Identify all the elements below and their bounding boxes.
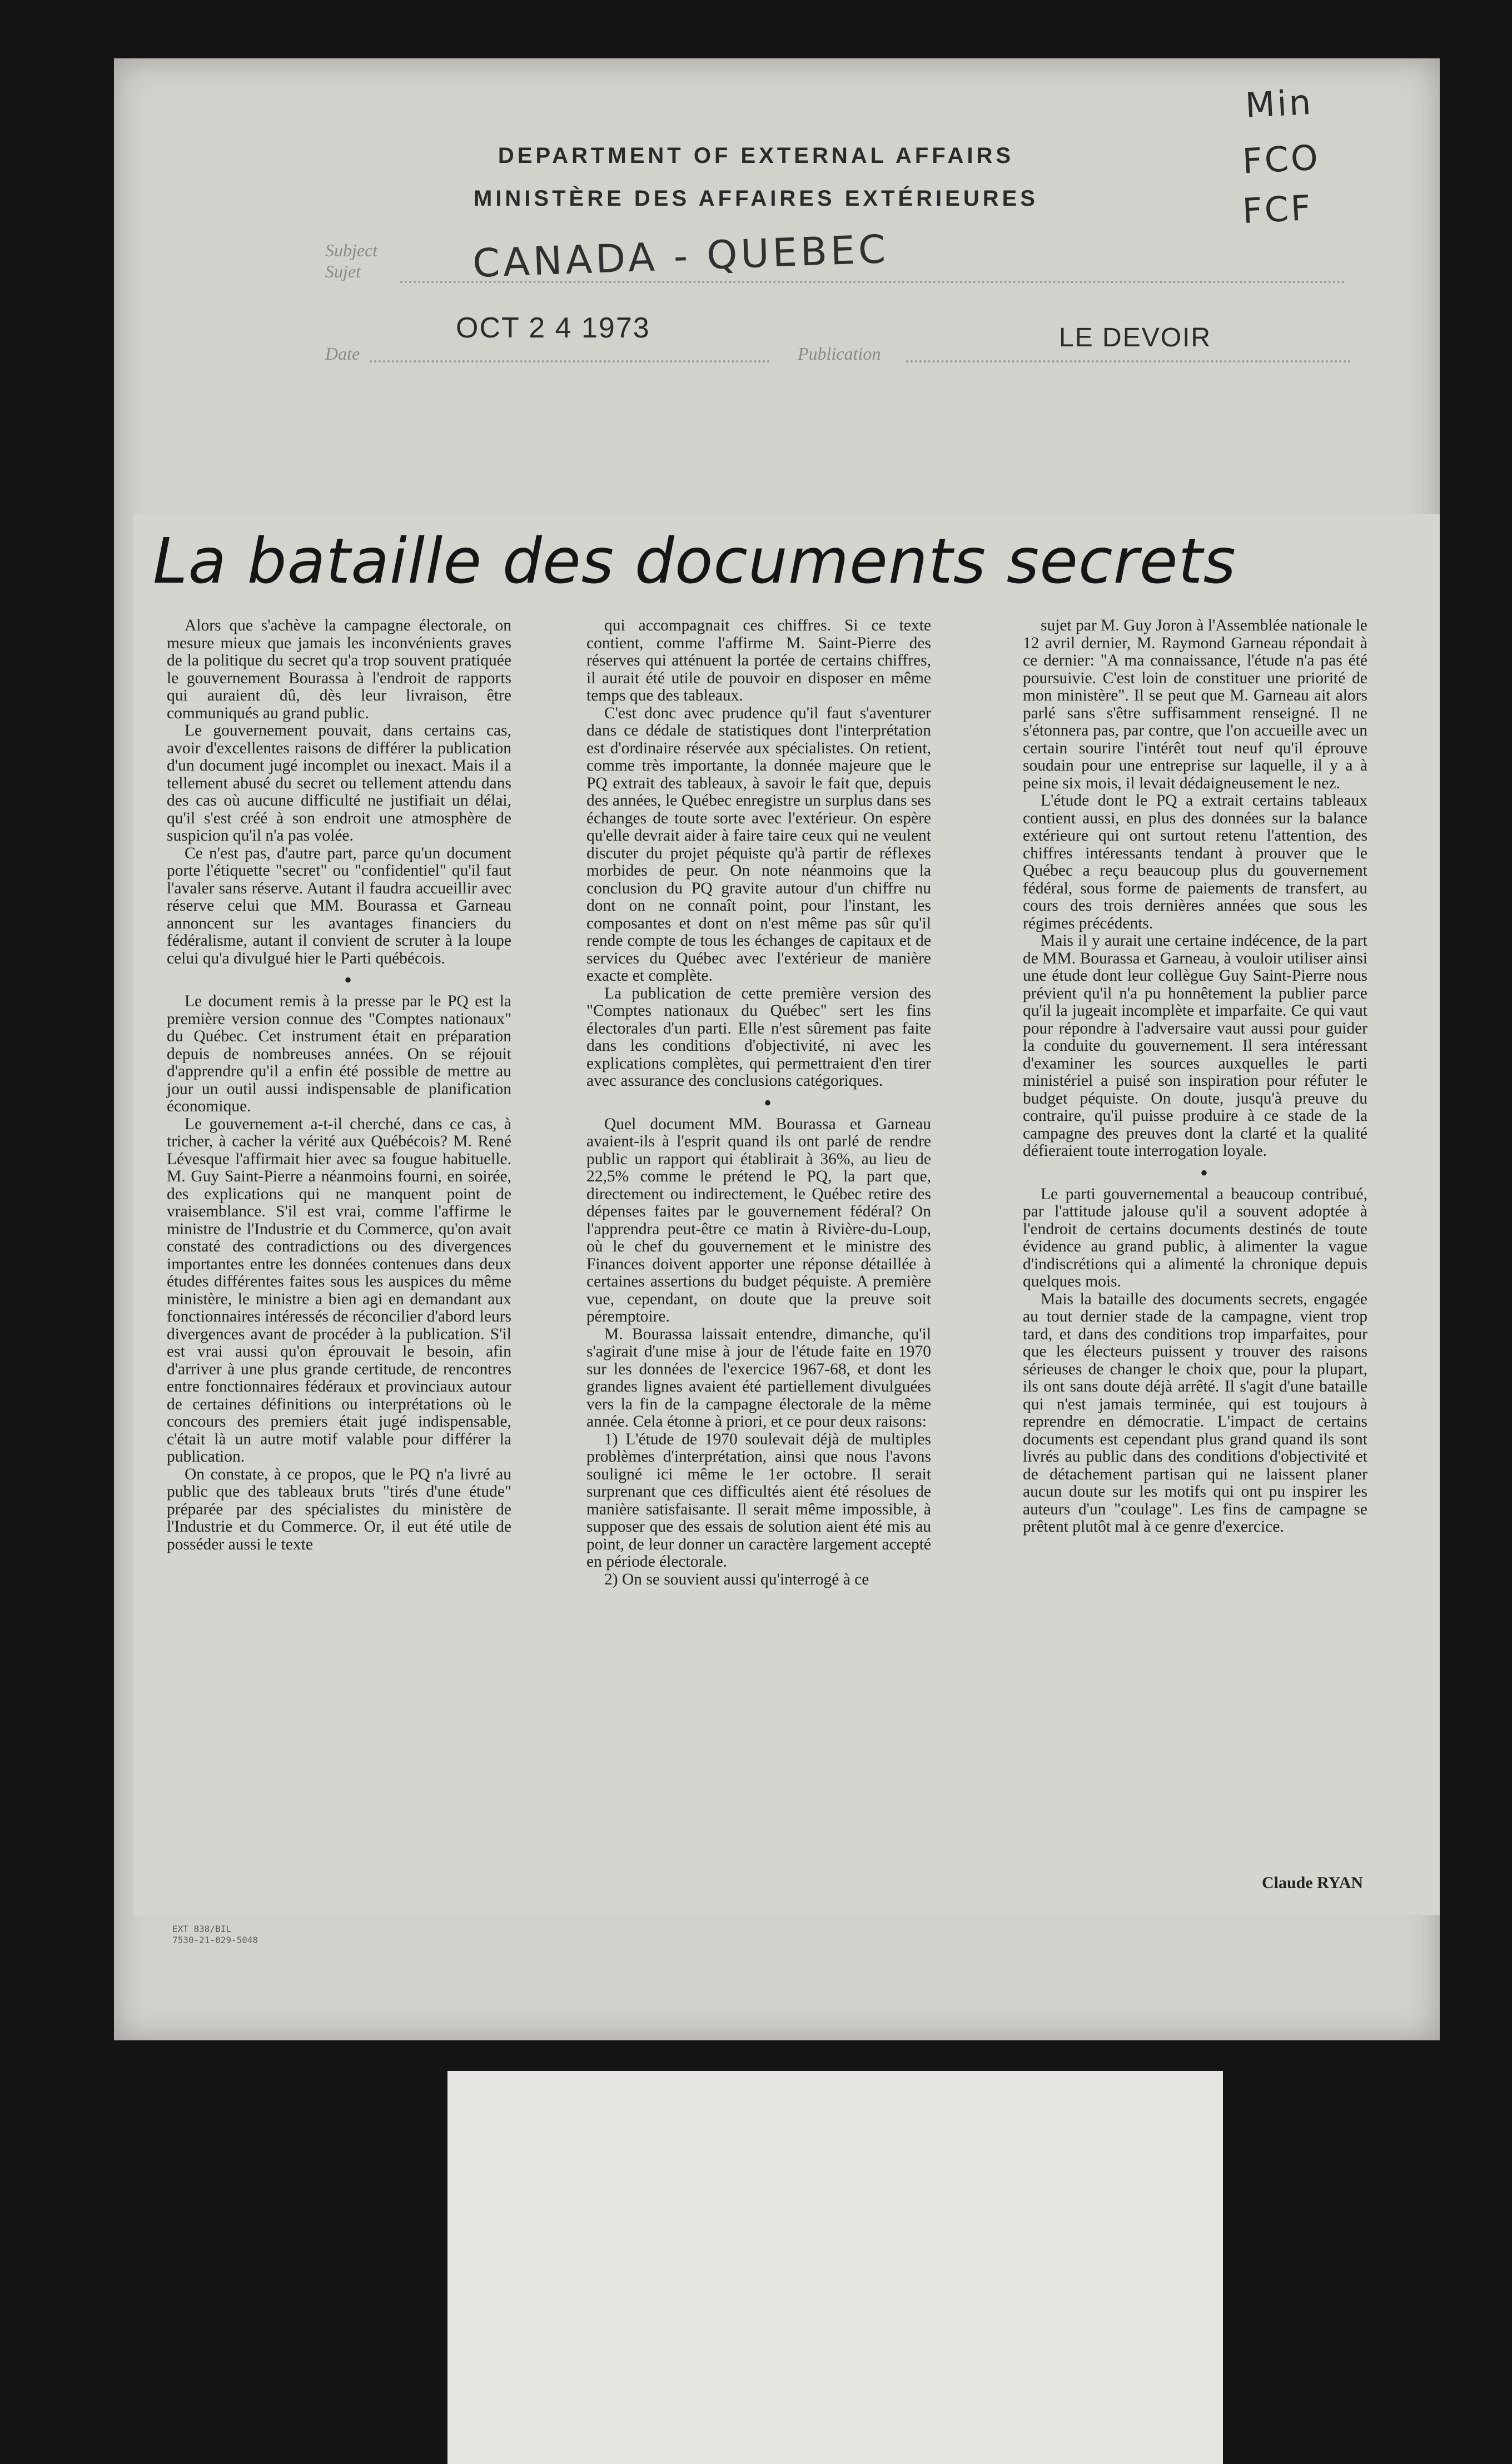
article-paragraph: L'étude dont le PQ a extrait certains tableaux contient aussi, en plus des données sur la balance extérieure qui ont surtout retenu l'attention, des chiffres intéressants tendant à prouver que le Québec a reçu beaucoup plus du gouvernement fédéral, sous forme de paiements de transfert, au cours des trois dernières années que sous les régimes précédents. bbox=[1023, 792, 1367, 932]
article-column-2 bbox=[586, 617, 931, 1588]
article-paragraph: La publication de cette première version des "Comptes nationaux du Québec" sert les fins électorales d'un parti. Elle n'est sûrement pas faite dans les conditions d'objectivité, ni avec les explications complètes, qui permettraient d'en tirer avec assurance des conclusions catégoriques. bbox=[586, 984, 931, 1090]
article-paragraph: Quel document MM. Bourassa et Garneau avaient-ils à l'esprit quand ils ont parlé de rendre public un rapport qui établirait à 36%, au lieu de 22,5% comme le prétend le PQ, la part que, directement ou indirectement, le Québec retire des dépenses faites par le gouvernement fédéral? On l'apprendra peut-être ce matin à Rivière-du-Loup, où le chef du gouvernement et le ministre des Finances doivent apporter une réponse détaillée à certaines assertions du budget péquiste. A première vue, cependant, on doute que la preuve soit péremptoire. bbox=[586, 1115, 931, 1325]
subject-value: CANADA - QUEBEC bbox=[471, 226, 890, 287]
section-bullet: • bbox=[344, 967, 352, 992]
department-title-fr: MINISTÈRE DES AFFAIRES EXTÉRIEURES bbox=[474, 186, 1038, 211]
subject-label-fr: Sujet bbox=[325, 261, 361, 281]
subject-label-en: Subject bbox=[325, 240, 378, 260]
article-column-1 bbox=[167, 617, 511, 1553]
form-number bbox=[172, 1924, 258, 1946]
article-paragraph: 2) On se souvient aussi qu'interrogé à ce bbox=[604, 1570, 869, 1588]
publication-dotted-line bbox=[906, 360, 1351, 362]
form-number-line-2: 7530-21-029-5048 bbox=[172, 1935, 258, 1945]
publication-label: Publication bbox=[798, 344, 881, 364]
article-paragraph: Ce n'est pas, d'autre part, parce qu'un document porte l'étiquette "secret" ou "confidentiel" qu'il faut l'avaler sans réserve. Autant il faudra accueillir avec réserve celui que MM. Bourassa et Garneau annoncent sur les avantages financiers du fédéralisme, autant il convient de scruter à la loupe celui qu'a divulgué hier le Parti québécois. bbox=[167, 844, 511, 967]
date-label: Date bbox=[325, 344, 360, 364]
article-paragraph: sujet par M. Guy Joron à l'Assemblée nationale le 12 avril dernier, M. Raymond Garneau répondait à ce dernier: "A ma connaissance, l'étude n'a pas été poursuivie. C'est loin de constituer une priorité de mon ministère". Il se peut que M. Garneau ait alors parlé sans s'être suffisamment renseigné. Il ne s'étonnera pas, par contre, que l'on accueille avec un certain sourire l'intérêt tout neuf qu'il éprouve soudain pour une entreprise sur laquelle, il y a à peine six mois, il levait dédaigneusement le nez. bbox=[1023, 617, 1367, 792]
section-bullet: • bbox=[1200, 1160, 1208, 1185]
date-stamp: OCT 2 4 1973 bbox=[456, 312, 650, 344]
lower-card bbox=[447, 2071, 1223, 2464]
article-paragraph: On constate, à ce propos, que le PQ n'a livré au public que des tableaux bruts "tirés d'une étude" préparée par des spécialistes du ministère de l'Industrie et du Commerce. Or, il eut été utile de posséder aussi le texte bbox=[167, 1465, 511, 1553]
publication-stamp: LE DEVOIR bbox=[1059, 323, 1212, 352]
form-number-line-1: EXT 838/BIL bbox=[172, 1924, 231, 1934]
date-dotted-line bbox=[370, 360, 770, 362]
article-paragraph: M. Bourassa laissait entendre, dimanche, qu'il s'agirait d'une mise à jour de l'étude faite en 1970 sur les données de l'exercice 1967-68, et dont les grandes lignes avaient été partiellement divulguées vers la fin de la campagne électorale de la même année. Cela étonne à priori, et ce pour deux raisons: bbox=[586, 1325, 931, 1430]
article-paragraph: Le document remis à la presse par le PQ est la première version connue des "Comptes nationaux" du Québec. Cet instrument était en préparation depuis de nombreuses années. On se réjouit d'apprendre qu'il a enfin été possible de mettre au jour un outil aussi indispensable de planification économique. bbox=[167, 992, 511, 1115]
handwritten-note-line-3: FCF bbox=[1241, 187, 1314, 232]
article-author: Claude RYAN bbox=[1262, 1874, 1364, 1892]
article-paragraph: 1) L'étude de 1970 soulevait déjà de multiples problèmes d'interprétation, ainsi que nous l'avons souligné ici même le 1er octobre. Il serait surprenant que ces difficultés aient été résolues de manière satisfaisante. Il serait même impossible, à supposer que des essais de solution aient été mis au point, de leur donner un caractère largement accepté en période électorale. bbox=[586, 1430, 931, 1571]
article-column-3 bbox=[1023, 617, 1367, 1536]
article-paragraph: Mais la bataille des documents secrets, engagée au tout dernier stade de la campagne, vient trop tard, et dans des conditions trop imparfaites, pour que les électeurs puissent y trouver des raisons sérieuses de changer le choix que, pour la plupart, ils ont sans doute déjà arrêté. Il s'agit d'une bataille qui n'est jamais terminée, qui est toujours à reprendre en démocratie. L'impact de certains documents est cependant plus grand quand ils sont livrés au public dans des conditions d'objectivité et de détachement partisan qui ne laissent planer aucun doute sur les motifs qui ont pu inspirer les auteurs d'un "coulage". Les fins de campagne se prêtent plutôt mal à ce genre d'exercice. bbox=[1023, 1290, 1367, 1536]
department-title-en: DEPARTMENT OF EXTERNAL AFFAIRS bbox=[498, 143, 1014, 168]
article-paragraph: Mais il y aurait une certaine indécence, de la part de MM. Bourassa et Garneau, à vouloir utiliser ainsi une étude dont leur collègue Guy Saint-Pierre nous prévient qu'il n'a pu honnêtement la publier parce qu'il la jugeait incomplète et imparfaite. Ce qui vaut pour répondre à l'adversaire vaut aussi pour guider la conduite du gouvernement. Il sera intéressant d'examiner les sources auxquelles le parti ministériel a puisé son inspiration pour réfuter le budget péquiste. On doute, jusqu'à preuve du contraire, qu'il puisse produire à ce stade de la campagne des preuves dont la clarté et la qualité défieraient toute interrogation loyale. bbox=[1023, 932, 1367, 1160]
article-paragraph: C'est donc avec prudence qu'il faut s'aventurer dans ce dédale de statistiques dont l'interprétation est d'ordinaire réservée aux spécialistes. On retient, comme très importante, la donnée majeure que le PQ extrait des tableaux, à savoir le fait que, depuis des années, le Québec enregistre un surplus dans ses échanges de toute sorte avec l'extérieur. On espère qu'elle devrait aider à faire taire ceux qui ne veulent discuter du projet péquiste qu'à partir de réflexes morbides de peur. On note néanmoins que la conclusion du PQ gravite autour d'un chiffre nu dont on ne connaît point, pour l'instant, les composantes et dont on n'est même pas sûr qu'il rende compte de tous les échanges de capitaux et de services du Québec avec l'extérieur de manière exacte et complète. bbox=[586, 704, 931, 985]
article-paragraph: Le parti gouvernemental a beaucoup contribué, par l'attitude jalouse qu'il a souvent adoptée à l'endroit de certains documents destinés de toute évidence au grand public, à alimenter la vague d'indiscrétions qui a alimenté la chronique depuis quelques mois. bbox=[1023, 1185, 1367, 1290]
article-paragraph: Le gouvernement a-t-il cherché, dans ce cas, à tricher, à cacher la vérité aux Québécois? M. René Lévesque l'affirmait hier avec sa fougue habituelle. M. Guy Saint-Pierre a néanmoins fourni, en soirée, des explications qui ne manquent point de vraisemblance. S'il est vrai, comme l'affirme le ministre de l'Industrie et du Commerce, qu'on avait constaté des contradictions ou des divergences importantes entre les données contenues dans deux études différentes faites sous les auspices du même ministère, le ministre a bien agi en demandant aux fonctionnaires intéressés de réconcilier d'abord leurs divergences avant de procéder à la publication. S'il est vrai aussi qu'on éprouvait le besoin, afin d'arriver à une plus grande certitude, de rencontres entre fonctionnaires fédéraux et provinciaux autour de certaines définitions ou interprétations où le concours des premiers était jugé indispensable, c'était là un autre motif valable pour différer la publication. bbox=[167, 1115, 511, 1466]
handwritten-note-line-2: FCO bbox=[1241, 137, 1321, 182]
article-paragraph: Alors que s'achève la campagne électorale, on mesure mieux que jamais les inconvénients graves de la politique du secret qu'a trop souvent pratiquée le gouvernement Bourassa à l'endroit de rapports qui auraient dû, dès leur livraison, être communiqués au grand public. bbox=[167, 617, 511, 722]
section-bullet: • bbox=[763, 1090, 772, 1115]
article-headline: La bataille des documents secrets bbox=[153, 525, 1236, 598]
article-paragraph: Le gouvernement pouvait, dans certains cas, avoir d'excellentes raisons de différer la publication d'un document jugé incomplet ou inexact. Mais il a tellement abusé du secret ou tellement attendu dans des cas où aucune difficulté ne justifiait un délai, qu'il s'est créé à son endroit une atmosphère de suspicion qu'il n'a pas volée. bbox=[167, 722, 511, 844]
article-paragraph: qui accompagnait ces chiffres. Si ce texte contient, comme l'affirme M. Saint-Pierre des réserves qui atténuent la portée de certains chiffres, il aurait été utile de pouvoir en disposer en même temps que des tableaux. bbox=[586, 617, 931, 704]
handwritten-note-line-1: Min bbox=[1244, 81, 1314, 126]
